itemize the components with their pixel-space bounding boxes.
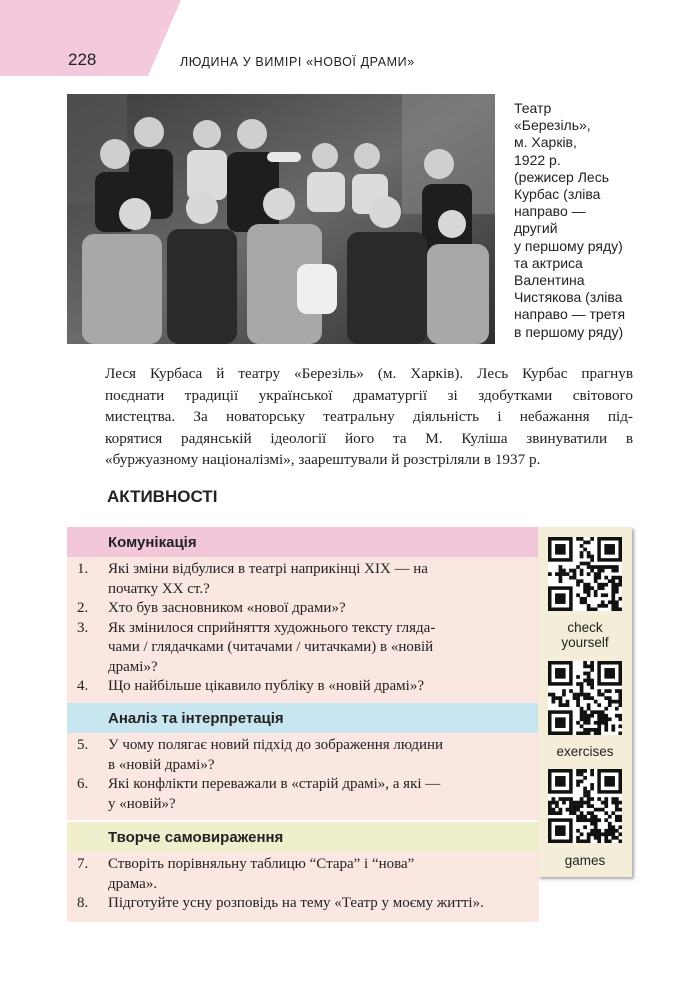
body-line: «буржуазному націоналізмі», заарештували й розстріляли в 1937 р. bbox=[105, 451, 541, 469]
theatre-group-photo bbox=[67, 94, 495, 344]
running-title: ЛЮДИНА У ВИМІРІ «НОВОЇ ДРАМИ» bbox=[180, 55, 415, 69]
question-list bbox=[67, 733, 539, 820]
question-text: У чому полягає новий підхід до зображення людини bbox=[108, 737, 444, 753]
caption-line: Театр bbox=[514, 100, 552, 116]
caption-line: (режисер Лесь bbox=[514, 168, 609, 185]
qr-label-check-yourself bbox=[538, 620, 632, 650]
question-item bbox=[67, 677, 539, 697]
question-number: 5. bbox=[77, 737, 89, 753]
question-number: 3. bbox=[77, 619, 89, 636]
body-line: поєднати традиції української драматургії зі здобутками світового bbox=[105, 386, 633, 404]
question-text: Які зміни відбулися в театрі наприкінці XIX — на bbox=[108, 561, 428, 577]
caption-line: направо — bbox=[514, 203, 586, 220]
qr-label-line: exercises bbox=[556, 744, 614, 759]
question-item bbox=[67, 894, 539, 914]
photo-illustration bbox=[67, 94, 495, 344]
question-text: драмі»? bbox=[108, 658, 158, 675]
question-item bbox=[67, 855, 539, 894]
caption-line: та актриса bbox=[514, 254, 583, 271]
photo-caption bbox=[514, 100, 689, 341]
question-text: у «новій»? bbox=[108, 795, 176, 812]
caption-line: Курбас (зліва bbox=[514, 186, 601, 203]
qr-code-panel bbox=[538, 527, 632, 877]
qr-code-icon[interactable] bbox=[548, 661, 622, 735]
caption-line: другий bbox=[514, 220, 558, 237]
qr-code-pattern bbox=[548, 661, 622, 735]
qr-label-line: yourself bbox=[561, 635, 609, 650]
question-item bbox=[67, 599, 539, 619]
caption-line: у першому ряду) bbox=[514, 237, 623, 254]
question-number: 6. bbox=[77, 776, 89, 792]
question-text: драма». bbox=[108, 875, 158, 892]
caption-line: в першому ряду) bbox=[514, 323, 624, 340]
question-text: Хто був засновником «нової драми»? bbox=[108, 600, 346, 616]
question-number: 1. bbox=[77, 561, 89, 577]
question-item bbox=[67, 619, 539, 678]
qr-label-line: games bbox=[564, 853, 606, 868]
question-list bbox=[67, 852, 539, 922]
page-number: 228 bbox=[68, 50, 97, 69]
caption-line: Чистякова (зліва bbox=[514, 289, 623, 306]
question-text: в «новій драмі»? bbox=[108, 756, 215, 773]
caption-line: «Березіль», bbox=[514, 117, 591, 134]
qr-label-games bbox=[538, 853, 632, 868]
question-text: Підготуйте усну розповідь на тему «Театр у моєму житті». bbox=[108, 895, 484, 911]
body-line: мистецтва. За новаторську театральну діяльність і небажання під- bbox=[105, 408, 633, 426]
question-number: 8. bbox=[77, 895, 89, 911]
activities-title: АКТИВНОСТІ bbox=[107, 487, 218, 506]
caption-line: Валентина bbox=[514, 272, 585, 289]
question-text: Що найбільше цікавило публіку в «новій драмі»? bbox=[108, 678, 424, 694]
question-text: чами / глядачками (читачами / читачками) в «новій bbox=[108, 639, 434, 655]
question-list bbox=[67, 557, 539, 703]
caption-line: м. Харків, bbox=[514, 134, 577, 151]
question-number: 2. bbox=[77, 600, 89, 616]
section-creative bbox=[67, 822, 539, 922]
body-line: Леся Курбаса й театру «Березіль» (м. Харків). Лесь Курбас прагнув bbox=[105, 365, 633, 382]
section-analysis bbox=[67, 703, 539, 820]
qr-label-line: check bbox=[567, 620, 603, 635]
qr-code-pattern bbox=[548, 537, 622, 611]
qr-label-exercises bbox=[538, 744, 632, 759]
question-item bbox=[67, 560, 539, 599]
question-text: Які конфлікти переважали в «старій драмі», а які — bbox=[108, 776, 441, 792]
question-item bbox=[67, 775, 539, 814]
qr-code-pattern bbox=[548, 769, 622, 843]
body-line: корятися радянській ідеології його та М. Куліша звинуватили в bbox=[105, 429, 633, 447]
section-heading: Творче самовираження bbox=[67, 822, 539, 852]
section-heading: Аналіз та інтерпретація bbox=[67, 703, 539, 733]
qr-code-icon[interactable] bbox=[548, 537, 622, 611]
question-text: Створіть порівняльну таблицю “Стара” і “нова” bbox=[108, 856, 415, 872]
question-text: Як змінилося сприйняття художнього тексту гляда- bbox=[108, 619, 436, 636]
section-heading: Комунікація bbox=[67, 527, 539, 557]
question-item bbox=[67, 736, 539, 775]
question-number: 4. bbox=[77, 678, 89, 694]
question-text: початку XX ст.? bbox=[108, 580, 210, 597]
caption-line: 1922 р. bbox=[514, 151, 561, 168]
question-number: 7. bbox=[77, 856, 89, 872]
caption-line: направо — третя bbox=[514, 306, 626, 323]
body-paragraph bbox=[105, 363, 633, 471]
section-communication bbox=[67, 527, 539, 703]
qr-code-icon[interactable] bbox=[548, 769, 622, 843]
